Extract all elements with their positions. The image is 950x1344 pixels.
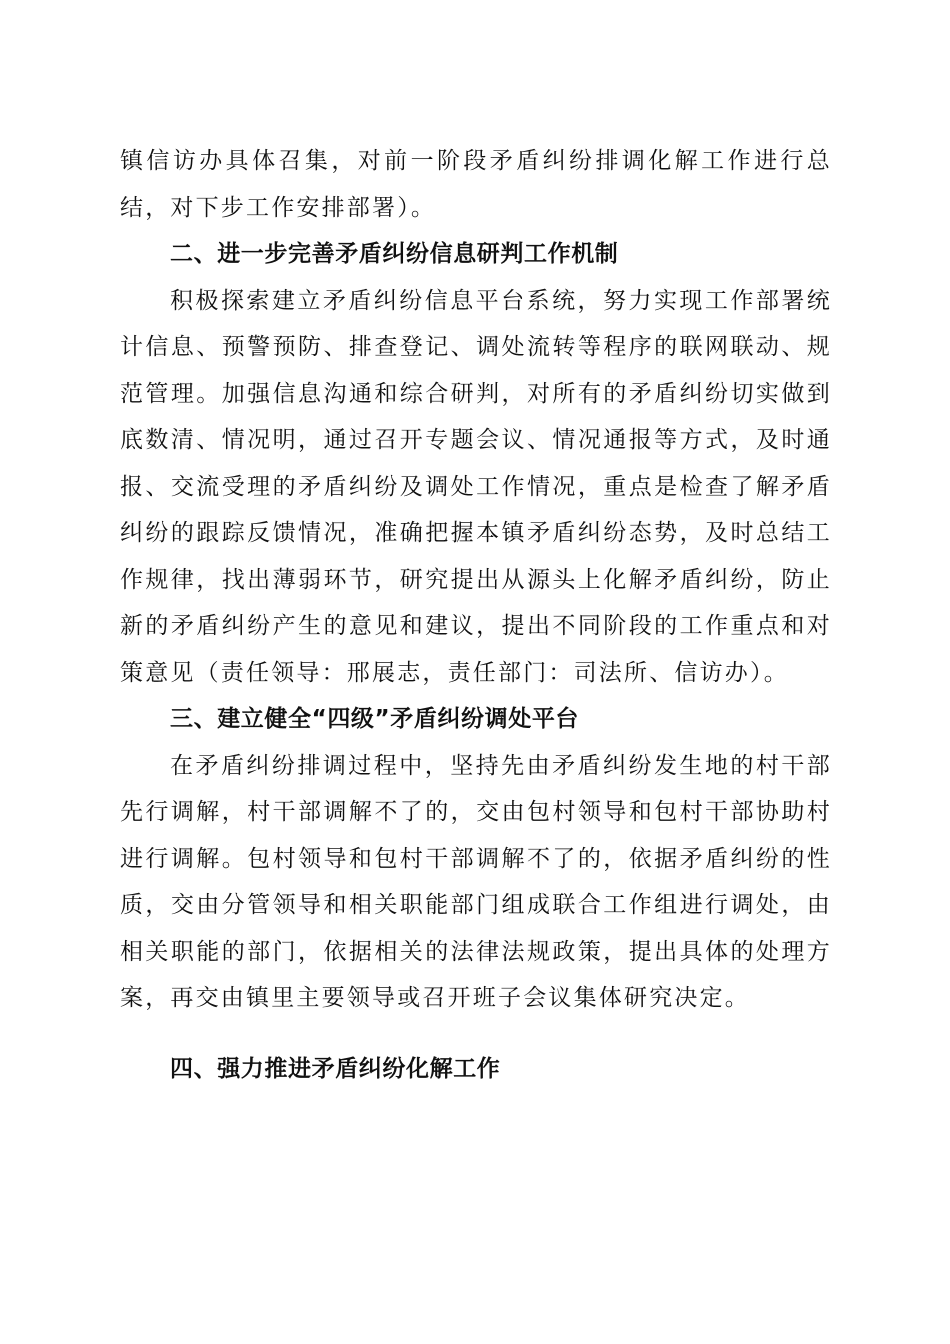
section-two-paragraph: 积极探索建立矛盾纠纷信息平台系统，努力实现工作部署统计信息、预警预防、排查登记、调处流转等程序的联网联动、规范管理。加强信息沟通和综合研判，对所有的矛盾纠纷切实做到底数清、情况明，通过召开专题会议、情况通报等方式，及时通报、交流受理的矛盾纠纷及调处工作情况，重点是检查了解矛盾纠纷的跟踪反馈情况，准确把握本镇矛盾纠纷态势，及时总结工作规律，找出薄弱环节，研究提出从源头上化解矛盾纠纷，防止新的矛盾纠纷产生的意见和建议，提出不同阶段的工作重点和对策意见（责任领导：邢展志，责任部门：司法所、信访办）。 — [120, 287, 832, 686]
paragraph-continued-text: 镇信访办具体召集，对前一阶段矛盾纠纷排调化解工作进行总结，对下步工作安排部署）。 — [120, 148, 832, 221]
section-heading-four: 四、强力推进矛盾纠纷化解工作 — [170, 1055, 501, 1082]
document-body — [120, 138, 832, 1092]
section-three-paragraph: 在矛盾纠纷排调过程中，坚持先由矛盾纠纷发生地的村干部先行调解，村干部调解不了的，交由包村领导和包村干部协助村进行调解。包村领导和包村干部调解不了的，依据矛盾纠纷的性质，交由分管领导和相关职能部门组成联合工作组进行调处，由相关职能的部门，依据相关的法律法规政策，提出具体的处理方案，再交由镇里主要领导或召开班子会议集体研究决定。 — [120, 752, 832, 1011]
section-heading-two: 二、进一步完善矛盾纠纷信息研判工作机制 — [170, 241, 619, 267]
section-heading-three: 三、建立健全“四级”矛盾纠纷调处平台 — [170, 706, 580, 732]
